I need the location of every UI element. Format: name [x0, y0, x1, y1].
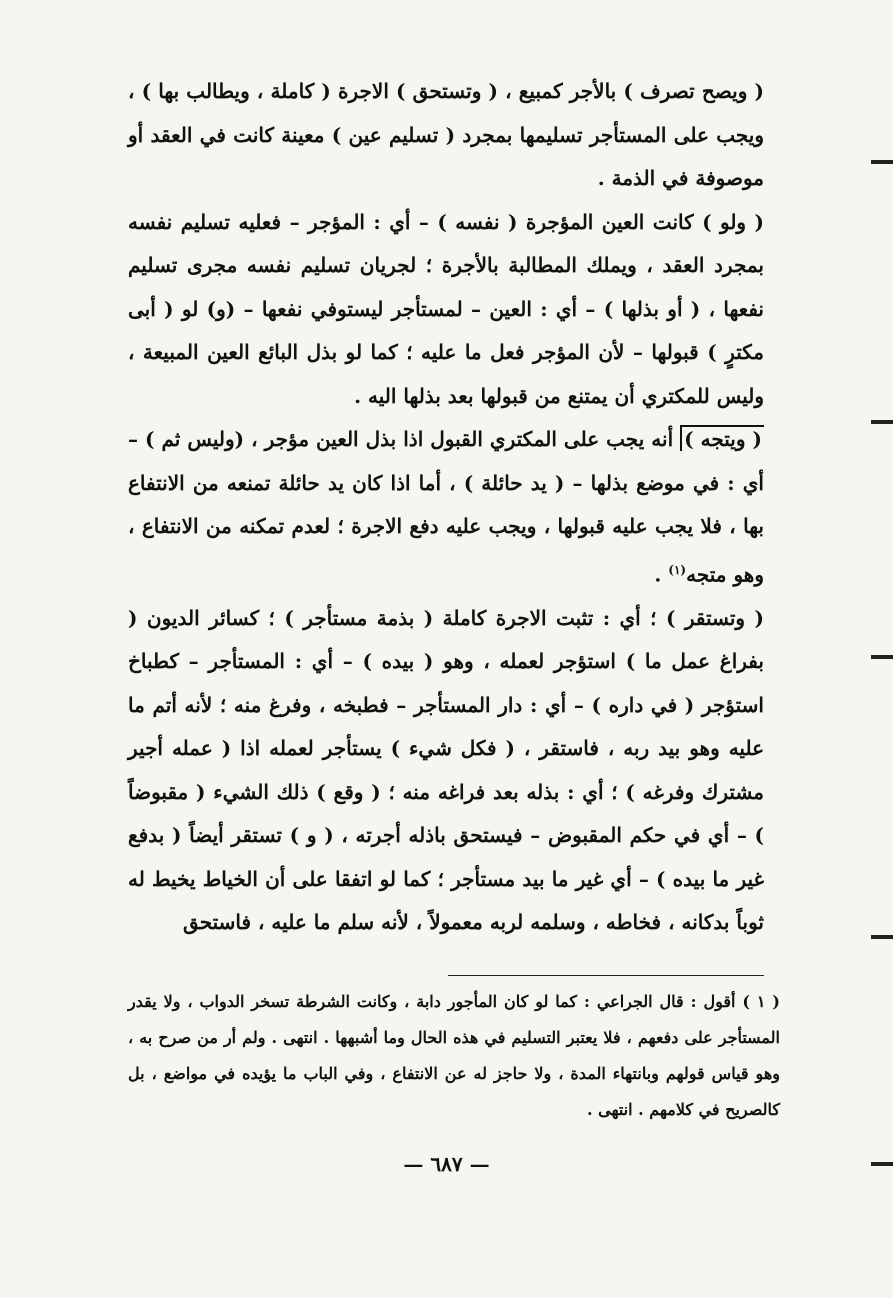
footnote-reference[interactable]: (١) [668, 562, 687, 577]
scan-edge-mark [871, 420, 893, 424]
page-number: — ٦٨٧ — [403, 1152, 490, 1176]
footnote [128, 984, 780, 1128]
paragraph-3-text: أنه يجب على المكتري القبول اذا بذل العين مؤجر ، (وليس ثم ) – أي : في موضع بذلها – ( يد حائلة ) ، أما اذا كان يد حائلة تمنعه من الانتفاع بها ، فلا يجب عليه قبولها ، ويجب عليه دفع الاجرة ؛ لعدم تمكنه من الانتفاع ، وهو متجه [128, 427, 764, 587]
paragraph-3 [128, 418, 764, 597]
main-text-body [128, 70, 764, 945]
scan-edge-mark [871, 655, 893, 659]
scan-edge-mark [871, 160, 893, 164]
boxed-heading-yattajih: ( ويتجه ) [680, 425, 764, 451]
footnote-separator [448, 975, 764, 976]
paragraph-2: ( ولو ) كانت العين المؤجرة ( نفسه ) – أي : المؤجر – فعليه تسليم نفسه بمجرد العقد ، ويملك المطالبة بالأجرة ؛ لجريان تسليم نفسه مجرى تسليم نفعها ، ( أو بذلها ) – أي : العين – لمستأجر ليستوفي نفعها – (و) لو ( أبى مكترٍ ) قبولها – لأن المؤجر فعل ما عليه ؛ كما لو بذل البائع العين المبيعة ، وليس للمكتري أن يمتنع من قبولها بعد بذلها اليه . [128, 209, 764, 408]
paragraph-3-end: . [654, 562, 669, 587]
footnote-text: ( ١ ) أقول : قال الجراعي : كما لو كان المأجور دابة ، وكانت الشرطة تسخر الدواب ، ولا يقدر المستأجر على دفعهم ، فلا يعتبر التسليم في هذه الحال وما أشبهها . انتهى . ولم أر من صرح به ، وهو قياس قولهم وبانتهاء المدة ، ولا حاجز له عن الانتفاع ، وفي الباب ما يؤيده في مواضع ، بل كالصريح في كلامهم . انتهى . [128, 992, 781, 1119]
paragraph-1: ( ويصح تصرف ) بالأجر كمبيع ، ( وتستحق ) الاجرة ( كاملة ، ويطالب بها ) ، ويجب على المستأجر تسليمها بمجرد ( تسليم عين ) معينة كانت في العقد أو موصوفة في الذمة . [128, 79, 764, 190]
scan-edge-mark [871, 1162, 893, 1166]
paragraph-4: ( وتستقر ) ؛ أي : تثبت الاجرة كاملة ( بذمة مستأجر ) ؛ كسائر الديون ( بفراغ عمل ما ) استؤجر لعمله ، وهو ( بيده ) – أي : المستأجر – كطباخ استؤجر ( في داره ) – أي : دار المستأجر – فطبخه ، وفرغ منه ؛ لأنه أتم ما عليه وهو بيد ربه ، فاستقر ، ( فكل شيء ) يستأجر لعمله اذا ( عمله أجير مشترك وفرغه ) ؛ أي : بذله بعد فراغه منه ؛ ( وقع ) ذلك الشيء ( مقبوضاً ) – أي في حكم المقبوض – فيستحق باذله أجرته ، ( و ) تستقر أيضاً ( بدفع غير ما بيده ) – أي غير ما بيد مستأجر ؛ كما لو اتفقا على أن الخياط يخيط له ثوباً بدكانه ، فخاطه ، وسلمه لربه معمولاً ، لأنه سلم ما عليه ، فاستحق [128, 605, 764, 935]
scan-edge-mark [871, 935, 893, 939]
